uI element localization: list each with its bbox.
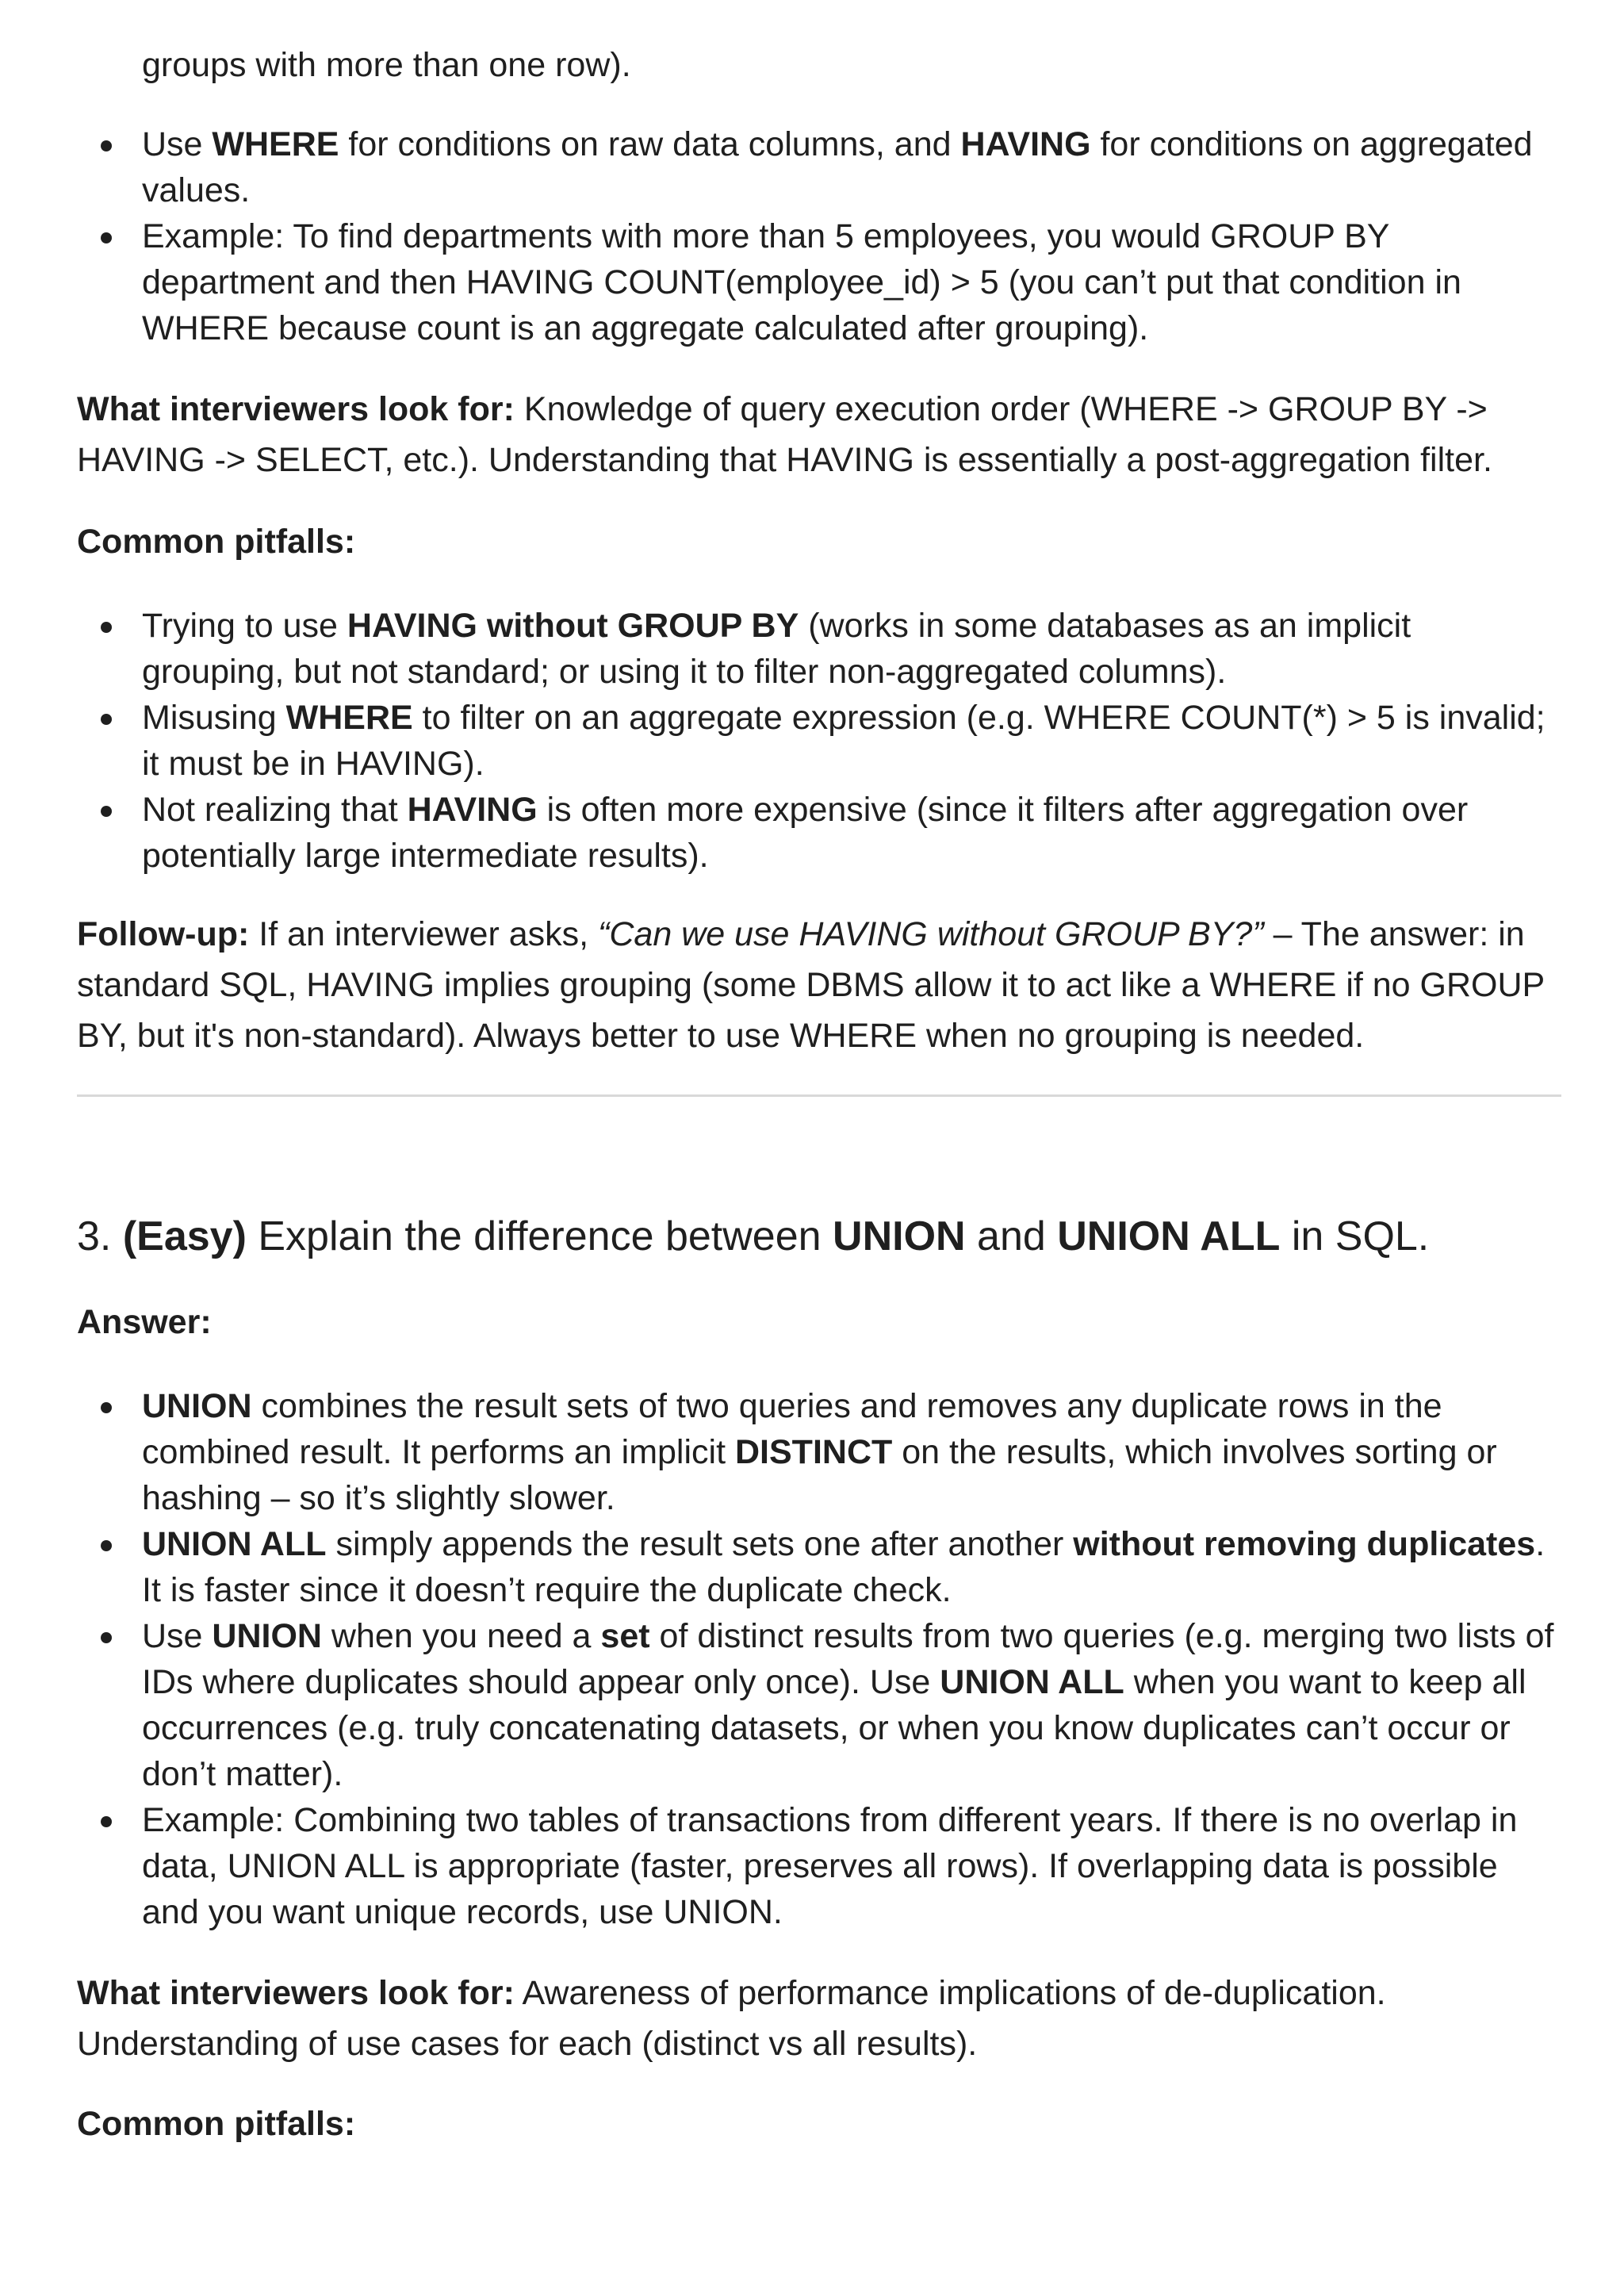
q3-interviewers-text: Awareness of performance implications of de-duplication. Understanding of use cases for each (distinct vs all results).	[77, 1974, 1386, 2063]
text-run: simply appends the result sets one after another	[326, 1525, 1074, 1563]
text-run: and	[965, 1213, 1058, 1259]
text-run: Example: To find departments with more than 5 employees, you would GROUP BY department and then HAVING COUNT(employee_id) > 5 (you can’t put that condition in WHERE because count is an aggregate calculated after grouping).	[142, 217, 1461, 347]
q3-title	[77, 1209, 1561, 1264]
q2-interviewers-label: What interviewers look for:	[77, 390, 515, 428]
q3-pitfalls-heading: Common pitfalls:	[77, 2105, 356, 2143]
bold-text: UNION ALL	[142, 1525, 327, 1563]
bullet-dot-icon	[101, 1632, 112, 1643]
bold-text: WHERE	[212, 125, 339, 163]
text-run: . It is faster since it doesn’t require the duplicate check.	[142, 1525, 1545, 1609]
bullet-dot-icon	[101, 1540, 112, 1551]
text-run: Explain the difference between	[246, 1213, 833, 1259]
bold-text: UNION ALL	[1057, 1213, 1281, 1259]
q2-interviewers-text: Knowledge of query execution order (WHERE -> GROUP BY -> HAVING -> SELECT, etc.). Understanding that HAVING is essentially a post-aggregation filter.	[77, 390, 1492, 479]
bullet-item	[77, 1521, 1561, 1613]
bold-text: without removing duplicates	[1073, 1525, 1536, 1563]
bullet-item	[77, 603, 1561, 695]
text-run: Not realizing that	[142, 791, 408, 829]
q2-pitfalls-list	[77, 603, 1561, 879]
bold-text: set	[600, 1617, 650, 1655]
text-run: is often more expensive (since it filters after aggregation over potentially large intermediate results).	[142, 791, 1469, 875]
bullet-item	[77, 1797, 1561, 1935]
q2-follow-up: Follow-up: If an interviewer asks, “Can we use HAVING without GROUP BY?” – The answer: in standard SQL, HAVING implies grouping (some DBMS allow it to act like a WHERE if no GROUP BY, but it's non-standard). Always better to use WHERE when no grouping is needed.	[77, 915, 1545, 1055]
bold-text: UNION	[833, 1213, 966, 1259]
q3-answer-label: Answer:	[77, 1303, 212, 1341]
q3-answer-list	[77, 1383, 1561, 1935]
text-run: (works in some databases as an implicit grouping, but not standard; or using it to filter non-aggregated columns).	[142, 607, 1411, 691]
bullet-dot-icon	[101, 1816, 112, 1827]
bullet-item	[77, 1613, 1561, 1797]
bold-text: HAVING without GROUP BY	[347, 607, 799, 645]
q2-pitfalls-heading: Common pitfalls:	[77, 523, 356, 561]
text-run: combines the result sets of two queries and removes any duplicate rows in the combined result. It performs an implicit	[142, 1387, 1442, 1471]
q2-follow-up-label: Follow-up:	[77, 915, 250, 953]
text-run: for conditions on raw data columns, and	[339, 125, 961, 163]
text-run: Use	[142, 1617, 213, 1655]
bold-text: HAVING	[960, 125, 1091, 163]
bold-text: UNION	[212, 1617, 322, 1655]
text-run: Trying to use	[142, 607, 347, 645]
bold-text: WHERE	[285, 699, 413, 737]
text-run: Example: Combining two tables of transactions from different years. If there is no overlap in data, UNION ALL is appropriate (faster, preserves all rows). If overlapping data is possible and you want unique records, use UNION.	[142, 1801, 1518, 1931]
bullet-dot-icon	[101, 714, 112, 725]
text-run: when you want to keep all occurrences (e.g. truly concatenating datasets, or when you know duplicates can’t occur or don’t matter).	[142, 1663, 1526, 1793]
bold-text: HAVING	[407, 791, 538, 829]
q3-interviewers-label: What interviewers look for:	[77, 1974, 515, 2012]
text-run: of distinct results from two queries (e.g. merging two lists of IDs where duplicates should appear only once). Use	[142, 1617, 1554, 1701]
text-run: for conditions on aggregated values.	[142, 125, 1533, 209]
bold-text: UNION	[142, 1387, 252, 1425]
bullet-dot-icon	[101, 622, 112, 633]
bullet-item	[77, 787, 1561, 879]
text-run: when you need a	[321, 1617, 601, 1655]
bullet-dot-icon	[101, 140, 112, 151]
section-divider	[77, 1094, 1561, 1097]
bullet-item	[77, 1383, 1561, 1521]
previous-question-bullets	[77, 121, 1561, 351]
bullet-dot-icon	[101, 1402, 112, 1413]
bullet-item	[77, 121, 1561, 213]
bullet-dot-icon	[101, 806, 112, 817]
continuation-line: groups with more than one row).	[142, 46, 631, 84]
text-run: to filter on an aggregate expression (e.g. WHERE COUNT(*) > 5 is invalid; it must be in HAVING).	[142, 699, 1545, 783]
bold-text: UNION ALL	[940, 1663, 1124, 1701]
text-run: Misusing	[142, 699, 286, 737]
bold-text: (Easy)	[122, 1213, 247, 1259]
q2-interviewers-look-for	[77, 384, 1561, 485]
bold-text: DISTINCT	[735, 1433, 893, 1471]
bullet-item	[77, 695, 1561, 787]
text-run: Use	[142, 125, 213, 163]
q3-interviewers-look-for	[77, 1968, 1561, 2069]
text-run: in SQL.	[1280, 1213, 1430, 1259]
q2-follow-up-question: “Can we use HAVING without GROUP BY?”	[598, 915, 1264, 953]
text-run: on the results, which involves sorting or hashing – so it’s slightly slower.	[142, 1433, 1497, 1517]
bullet-item	[77, 213, 1561, 351]
bullet-dot-icon	[101, 232, 112, 243]
text-run: 3.	[77, 1213, 123, 1259]
